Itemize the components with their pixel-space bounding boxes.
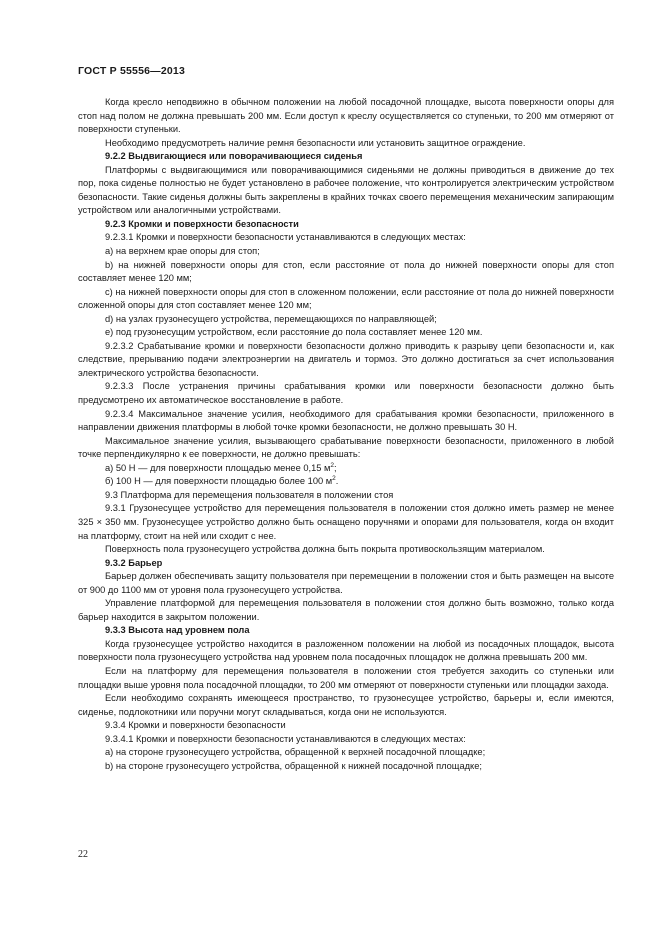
- paragraph-text: 9.2.3.1 Кромки и поверхности безопасности устанавливаются в следующих местах:: [105, 232, 466, 243]
- section-heading: [78, 150, 614, 164]
- paragraph-text: Когда кресло неподвижно в обычном положении на любой посадочной площадке, высота поверхности опоры для стоп над полом не должна превышать 200 мм. Если доступ к креслу осуществляется со ступеньки, то 200 мм отмеряют от поверхности ступеньки.: [78, 97, 614, 135]
- paragraph-text: c) на нижней поверхности опоры для стоп в сложенном положении, если расстояние от пола до нижней поверхности сложенной опоры для стоп составляет менее 120 мм;: [78, 286, 614, 311]
- paragraph: [78, 164, 614, 218]
- paragraph: [78, 435, 614, 462]
- paragraph-text: 9.3.2 Барьер: [105, 557, 163, 568]
- paragraph-text: a) на стороне грузонесущего устройства, обращенной к верхней посадочной площадке;: [105, 747, 486, 758]
- paragraph-text: Когда грузонесущее устройство находится в разложенном положении на любой из посадочных площадок, высота поверхности пола грузонесущего устройства над уровнем пола посадочных площадок не должна превышать 200 мм.: [78, 638, 614, 663]
- paragraph-text: 9.3.1 Грузонесущее устройство для перемещения пользователя в положении стоя должно иметь размер не менее 325 × 350 мм. Грузонесущее устройство должно быть оснащено поручнями и опорами для пользователя, когда он входит на платформу, стоит на ней или сходит с нее.: [78, 503, 614, 541]
- paragraph-text: 9.3 Платформа для перемещения пользователя в положении стоя: [105, 489, 394, 500]
- paragraph: [78, 692, 614, 719]
- document-body: [78, 96, 614, 773]
- paragraph-text: 9.2.3.2 Срабатывание кромки и поверхности безопасности должно приводить к разрыву цепи безопасности и, как следствие, прерыванию подачи электроэнергии на двигатель и тормоз. Это должно достигаться за счет использования электрического устройства безопасности.: [78, 340, 614, 378]
- paragraph: [78, 597, 614, 624]
- paragraph-text: Если на платформу для перемещения пользователя в положении стоя требуется заходить со ступеньки или площадки выше уровня пола посадочной площадки, то 200 мм отмеряют от поверхности ступеньки или площадки захода.: [78, 665, 614, 690]
- paragraph-text: d) на узлах грузонесущего устройства, перемещающихся по направляющей;: [105, 313, 437, 324]
- punctuation: ;: [334, 462, 337, 473]
- paragraph: [78, 543, 614, 557]
- paragraph: [78, 137, 614, 151]
- punctuation: .: [335, 476, 339, 487]
- paragraph: [78, 380, 614, 407]
- paragraph: [78, 638, 614, 665]
- paragraph-text: Максимальное значение усилия, вызывающего срабатывание поверхности безопасности, приложенного в любой точке перпендикулярно к ее поверхности, не должно превышать:: [78, 435, 614, 460]
- paragraph-text: б) 100 Н — для поверхности площадью более 100 м: [105, 476, 333, 487]
- document-header: ГОСТ Р 55556—2013: [78, 65, 186, 77]
- paragraph-text: а) 50 Н — для поверхности площадью менее 0,15 м: [105, 462, 331, 473]
- paragraph: [78, 245, 614, 259]
- paragraph-text: 9.2.2 Выдвигающиеся или поворачивающиеся сиденья: [105, 151, 363, 162]
- paragraph: [78, 326, 614, 340]
- paragraph-text: 9.2.3 Кромки и поверхности безопасности: [105, 218, 299, 229]
- paragraph: [78, 502, 614, 543]
- paragraph-text: a) на верхнем крае опоры для стоп;: [105, 246, 260, 257]
- paragraph-text: Платформы с выдвигающимися или поворачивающимися сиденьями не должны приводиться в движение до тех пор, пока сиденье полностью не будет установлено в рабочее положение, что контролируется электрическим устройством безопасности. Такие сиденья должны быть закреплены в крайних точках своего перемещения механическим запирающим устройством или аналогичными устройствами.: [78, 164, 614, 216]
- paragraph: [78, 665, 614, 692]
- paragraph: [78, 746, 614, 760]
- paragraph: [78, 408, 614, 435]
- paragraph: [78, 286, 614, 313]
- section-heading: [78, 557, 614, 571]
- paragraph-text: Барьер должен обеспечивать защиту пользователя при перемещении в положении стоя и быть размещен на высоте от 900 до 1100 мм от уровня пола грузонесущего устройства.: [78, 571, 614, 595]
- section-heading: [78, 218, 614, 232]
- paragraph: [78, 760, 614, 774]
- paragraph: [78, 313, 614, 327]
- paragraph-text: b) на стороне грузонесущего устройства, обращенной к нижней посадочной площадке;: [105, 760, 482, 771]
- paragraph-text: 9.3.4.1 Кромки и поверхности безопасности устанавливаются в следующих местах:: [105, 733, 466, 744]
- paragraph: [78, 259, 614, 286]
- paragraph-text: Управление платформой для перемещения пользователя в положении стоя должно быть возможно, только когда барьер находится в закрытом положении.: [78, 598, 614, 622]
- paragraph: [78, 462, 614, 476]
- paragraph-text: Если необходимо сохранять имеющееся пространство, то грузонесущее устройство, барьеры и, если имеются, сиденье, подлокотники или поручни могут складываться, когда они не используются.: [78, 693, 614, 717]
- superscript: 2: [332, 475, 336, 483]
- paragraph: [78, 340, 614, 381]
- paragraph-text: e) под грузонесущим устройством, если расстояние до пола составляет менее 120 мм.: [105, 327, 483, 338]
- paragraph: [78, 733, 614, 747]
- paragraph: [78, 475, 614, 489]
- paragraph-text: 9.2.3.3 После устранения причины срабатывания кромки или поверхности безопасности должно быть предусмотрено их автоматическое восстановление в работе.: [78, 381, 614, 406]
- superscript: 2: [330, 461, 335, 469]
- paragraph-text: b) на нижней поверхности опоры для стоп, если расстояние от пола до нижней поверхности опоры для стоп составляет менее 120 мм;: [78, 259, 614, 284]
- paragraph: [78, 570, 614, 597]
- page-number: 22: [78, 849, 88, 860]
- paragraph-text: 9.3.4 Кромки и поверхности безопасности: [105, 720, 286, 731]
- paragraph-text: Необходимо предусмотреть наличие ремня безопасности или установить защитное ограждение.: [105, 137, 526, 148]
- paragraph: [78, 489, 614, 503]
- section-heading: [78, 624, 614, 638]
- paragraph: [78, 719, 614, 733]
- paragraph-text: 9.3.3 Высота над уровнем пола: [105, 625, 250, 636]
- paragraph: [78, 96, 614, 137]
- paragraph-text: 9.2.3.4 Максимальное значение усилия, необходимого для срабатывания кромки безопасности, приложенного в направлении движения платформы в любой точке кромки безопасности, не должно превышать 30 Н.: [78, 408, 614, 433]
- paragraph-text: Поверхность пола грузонесущего устройства должна быть покрыта противоскользящим материалом.: [105, 544, 545, 555]
- paragraph: [78, 231, 614, 245]
